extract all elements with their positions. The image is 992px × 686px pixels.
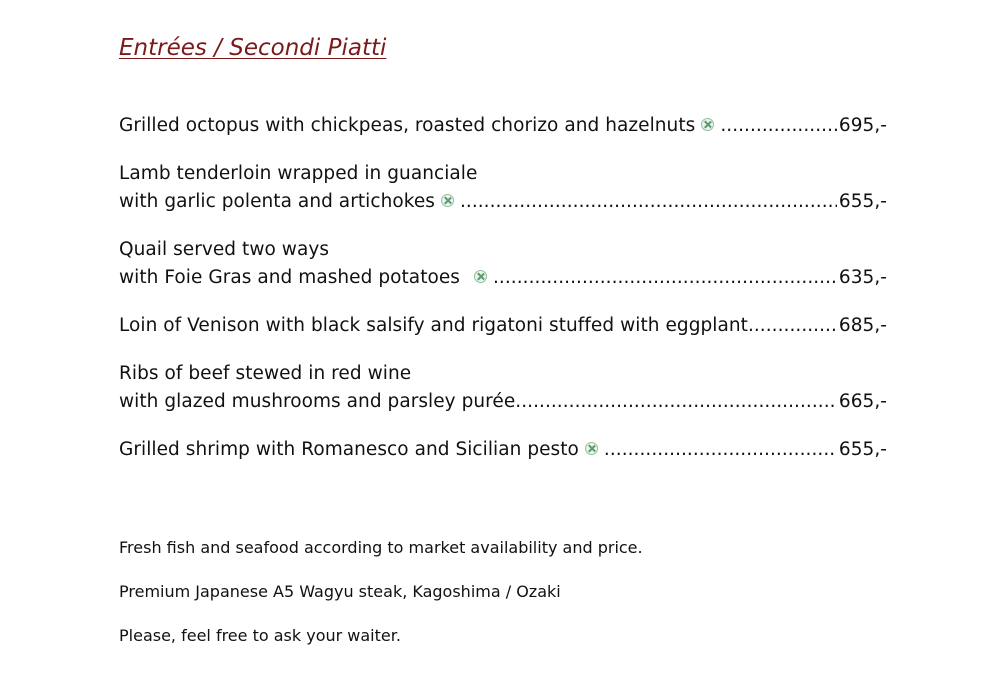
vegetable-marker-icon [474,270,487,283]
dot-leader [515,388,837,416]
note-ask-waiter: Please, feel free to ask your waiter. [119,626,401,645]
dish-beef-ribs [119,360,887,416]
dot-leader [604,436,837,464]
dish-line [119,312,887,340]
vegetable-marker-icon [585,442,598,455]
dish-name: Lamb tenderloin wrapped in guanciale [119,163,478,184]
dish-line [119,188,887,216]
dish-name: Quail served two ways [119,239,330,260]
dish-venison [119,312,887,340]
dish-grilled-octopus [119,112,887,140]
dish-price: 685,- [838,315,887,336]
dot-leader [460,188,837,216]
dish-lamb-tenderloin [119,160,887,216]
note-fresh-fish: Fresh fish and seafood according to market availability and price. [119,538,643,557]
dish-list [119,112,887,484]
menu-notes [119,537,887,647]
dish-name: Grilled shrimp with Romanesco and Sicilian pesto [119,439,579,460]
dish-line [119,360,887,388]
dish-description: with Foie Gras and mashed potatoes [119,267,460,288]
dish-name: Loin of Venison with black salsify and rigatoni stuffed with eggplant [119,315,748,336]
menu-page [119,0,887,686]
dish-name: Grilled octopus with chickpeas, roasted chorizo and hazelnuts [119,115,696,136]
dot-leader [748,312,837,340]
note-wagyu: Premium Japanese A5 Wagyu steak, Kagoshima / Ozaki [119,582,561,601]
vegetable-marker-icon [701,118,714,131]
dish-name: Ribs of beef stewed in red wine [119,363,412,384]
dish-price: 665,- [838,391,887,412]
dish-line [119,436,887,464]
vegetable-marker-icon [441,194,454,207]
dish-price: 635,- [838,267,887,288]
dish-line [119,160,887,188]
dish-quail [119,236,887,292]
dot-leader [720,112,837,140]
section-title: Entrées / Secondi Piatti [119,35,387,61]
dish-price: 655,- [838,191,887,212]
dish-grilled-shrimp [119,436,887,464]
dish-description: with garlic polenta and artichokes [119,191,435,212]
dish-price: 695,- [838,115,887,136]
dish-description: with glazed mushrooms and parsley purée [119,391,516,412]
dot-leader [493,264,837,292]
dish-line [119,236,887,264]
dish-line [119,388,887,416]
dish-line [119,112,887,140]
dish-line [119,264,887,292]
dish-price: 655,- [838,439,887,460]
